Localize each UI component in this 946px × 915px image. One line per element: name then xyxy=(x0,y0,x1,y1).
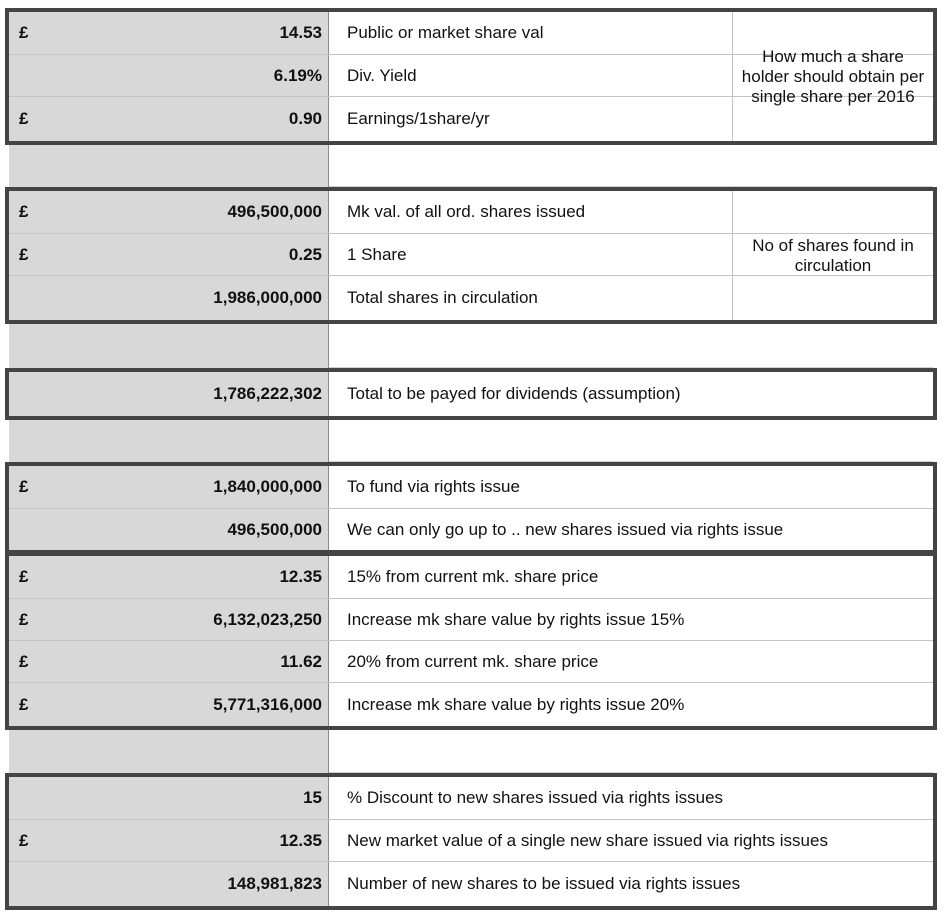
currency-symbol: £ xyxy=(19,609,29,629)
table-row[interactable] xyxy=(9,777,933,819)
value: 12.35 xyxy=(279,567,322,586)
value: 11.62 xyxy=(280,651,322,671)
value: 496,500,000 xyxy=(227,202,322,221)
description-cell[interactable]: To fund via rights issue xyxy=(347,477,520,496)
value: 5,771,316,000 xyxy=(213,694,322,714)
description-cell[interactable]: We can only go up to .. new shares issued via rights issue xyxy=(347,519,784,539)
value: 14.53 xyxy=(279,23,322,42)
description-cell[interactable]: Div. Yield xyxy=(347,65,417,85)
shares-issued-block xyxy=(5,187,937,324)
empty-value-cell[interactable] xyxy=(9,324,329,368)
table-row[interactable] xyxy=(9,819,933,861)
currency-symbol: £ xyxy=(19,109,29,128)
description-cell[interactable]: Increase mk share value by rights issue 20% xyxy=(347,694,685,714)
currency-symbol: £ xyxy=(19,830,29,850)
value: 15 xyxy=(303,788,322,807)
spacer-row xyxy=(9,145,933,187)
table-row[interactable] xyxy=(9,466,933,508)
value-cell[interactable] xyxy=(9,12,329,54)
currency-symbol: £ xyxy=(19,567,29,586)
value-cell[interactable] xyxy=(9,372,329,416)
value: 6,132,023,250 xyxy=(213,609,322,629)
table-row[interactable] xyxy=(9,682,933,726)
value-cell[interactable] xyxy=(9,820,329,861)
description-cell[interactable]: Number of new shares to be issued via rights issues xyxy=(347,874,741,893)
value-cell[interactable] xyxy=(9,641,329,682)
value: 0.25 xyxy=(288,244,322,264)
table-row[interactable] xyxy=(9,598,933,640)
table-row[interactable] xyxy=(9,640,933,682)
description-cell[interactable]: 20% from current mk. share price xyxy=(347,651,599,671)
value-cell[interactable] xyxy=(9,234,329,275)
value-cell[interactable] xyxy=(9,276,329,320)
value-cell[interactable] xyxy=(9,466,329,508)
value-cell[interactable] xyxy=(9,97,329,141)
empty-value-cell[interactable] xyxy=(9,145,329,187)
description-cell[interactable]: Increase mk share value by rights issue 15% xyxy=(347,609,685,629)
value: 148,981,823 xyxy=(227,874,322,893)
empty-value-cell[interactable] xyxy=(9,730,329,773)
table-row[interactable] xyxy=(9,372,933,416)
spacer-row xyxy=(9,730,933,773)
description-cell[interactable]: New market value of a single new share issued via rights issues xyxy=(347,830,828,850)
value-cell[interactable] xyxy=(9,599,329,640)
currency-symbol: £ xyxy=(19,23,29,42)
value-cell[interactable] xyxy=(9,55,329,96)
description-cell[interactable]: 1 Share xyxy=(347,244,407,264)
dividends-block xyxy=(5,368,937,420)
value-cell[interactable] xyxy=(9,862,329,906)
value: 1,986,000,000 xyxy=(213,288,322,307)
currency-symbol: £ xyxy=(19,244,29,264)
description-cell[interactable]: Public or market share val xyxy=(347,23,544,42)
table-row[interactable] xyxy=(9,861,933,906)
currency-symbol: £ xyxy=(19,694,29,714)
spacer-row xyxy=(9,420,933,462)
description-cell[interactable]: Earnings/1share/yr xyxy=(347,109,490,128)
value: 496,500,000 xyxy=(227,519,322,539)
spacer-row xyxy=(9,324,933,368)
value: 6.19% xyxy=(273,65,322,85)
empty-value-cell[interactable] xyxy=(9,420,329,462)
table-row[interactable] xyxy=(9,556,933,598)
share-price-block xyxy=(5,552,937,730)
description-cell[interactable]: Mk val. of all ord. shares issued xyxy=(347,202,586,221)
value: 12.35 xyxy=(279,830,322,850)
value: 1,786,222,302 xyxy=(213,384,322,403)
value-cell[interactable] xyxy=(9,556,329,598)
value-cell[interactable] xyxy=(9,683,329,726)
value: 0.90 xyxy=(288,109,322,128)
description-cell[interactable]: Total to be payed for dividends (assumption) xyxy=(347,384,681,403)
currency-symbol: £ xyxy=(19,202,29,221)
note-cell[interactable]: No of shares found in circulation xyxy=(732,191,933,320)
value: 1,840,000,000 xyxy=(213,477,322,496)
value-cell[interactable] xyxy=(9,777,329,819)
currency-symbol: £ xyxy=(19,651,29,671)
rights-issue-funding-block xyxy=(5,462,937,554)
value-cell[interactable] xyxy=(9,509,329,550)
value-cell[interactable] xyxy=(9,191,329,233)
description-cell[interactable]: 15% from current mk. share price xyxy=(347,567,599,586)
description-cell[interactable]: % Discount to new shares issued via rights issues xyxy=(347,788,724,807)
note-cell[interactable]: How much a share holder should obtain per single share per 2016 xyxy=(732,12,933,141)
new-shares-block xyxy=(5,773,937,910)
currency-symbol: £ xyxy=(19,477,29,496)
description-cell[interactable]: Total shares in circulation xyxy=(347,288,538,307)
share-value-block xyxy=(5,8,937,145)
table-row[interactable] xyxy=(9,508,933,550)
